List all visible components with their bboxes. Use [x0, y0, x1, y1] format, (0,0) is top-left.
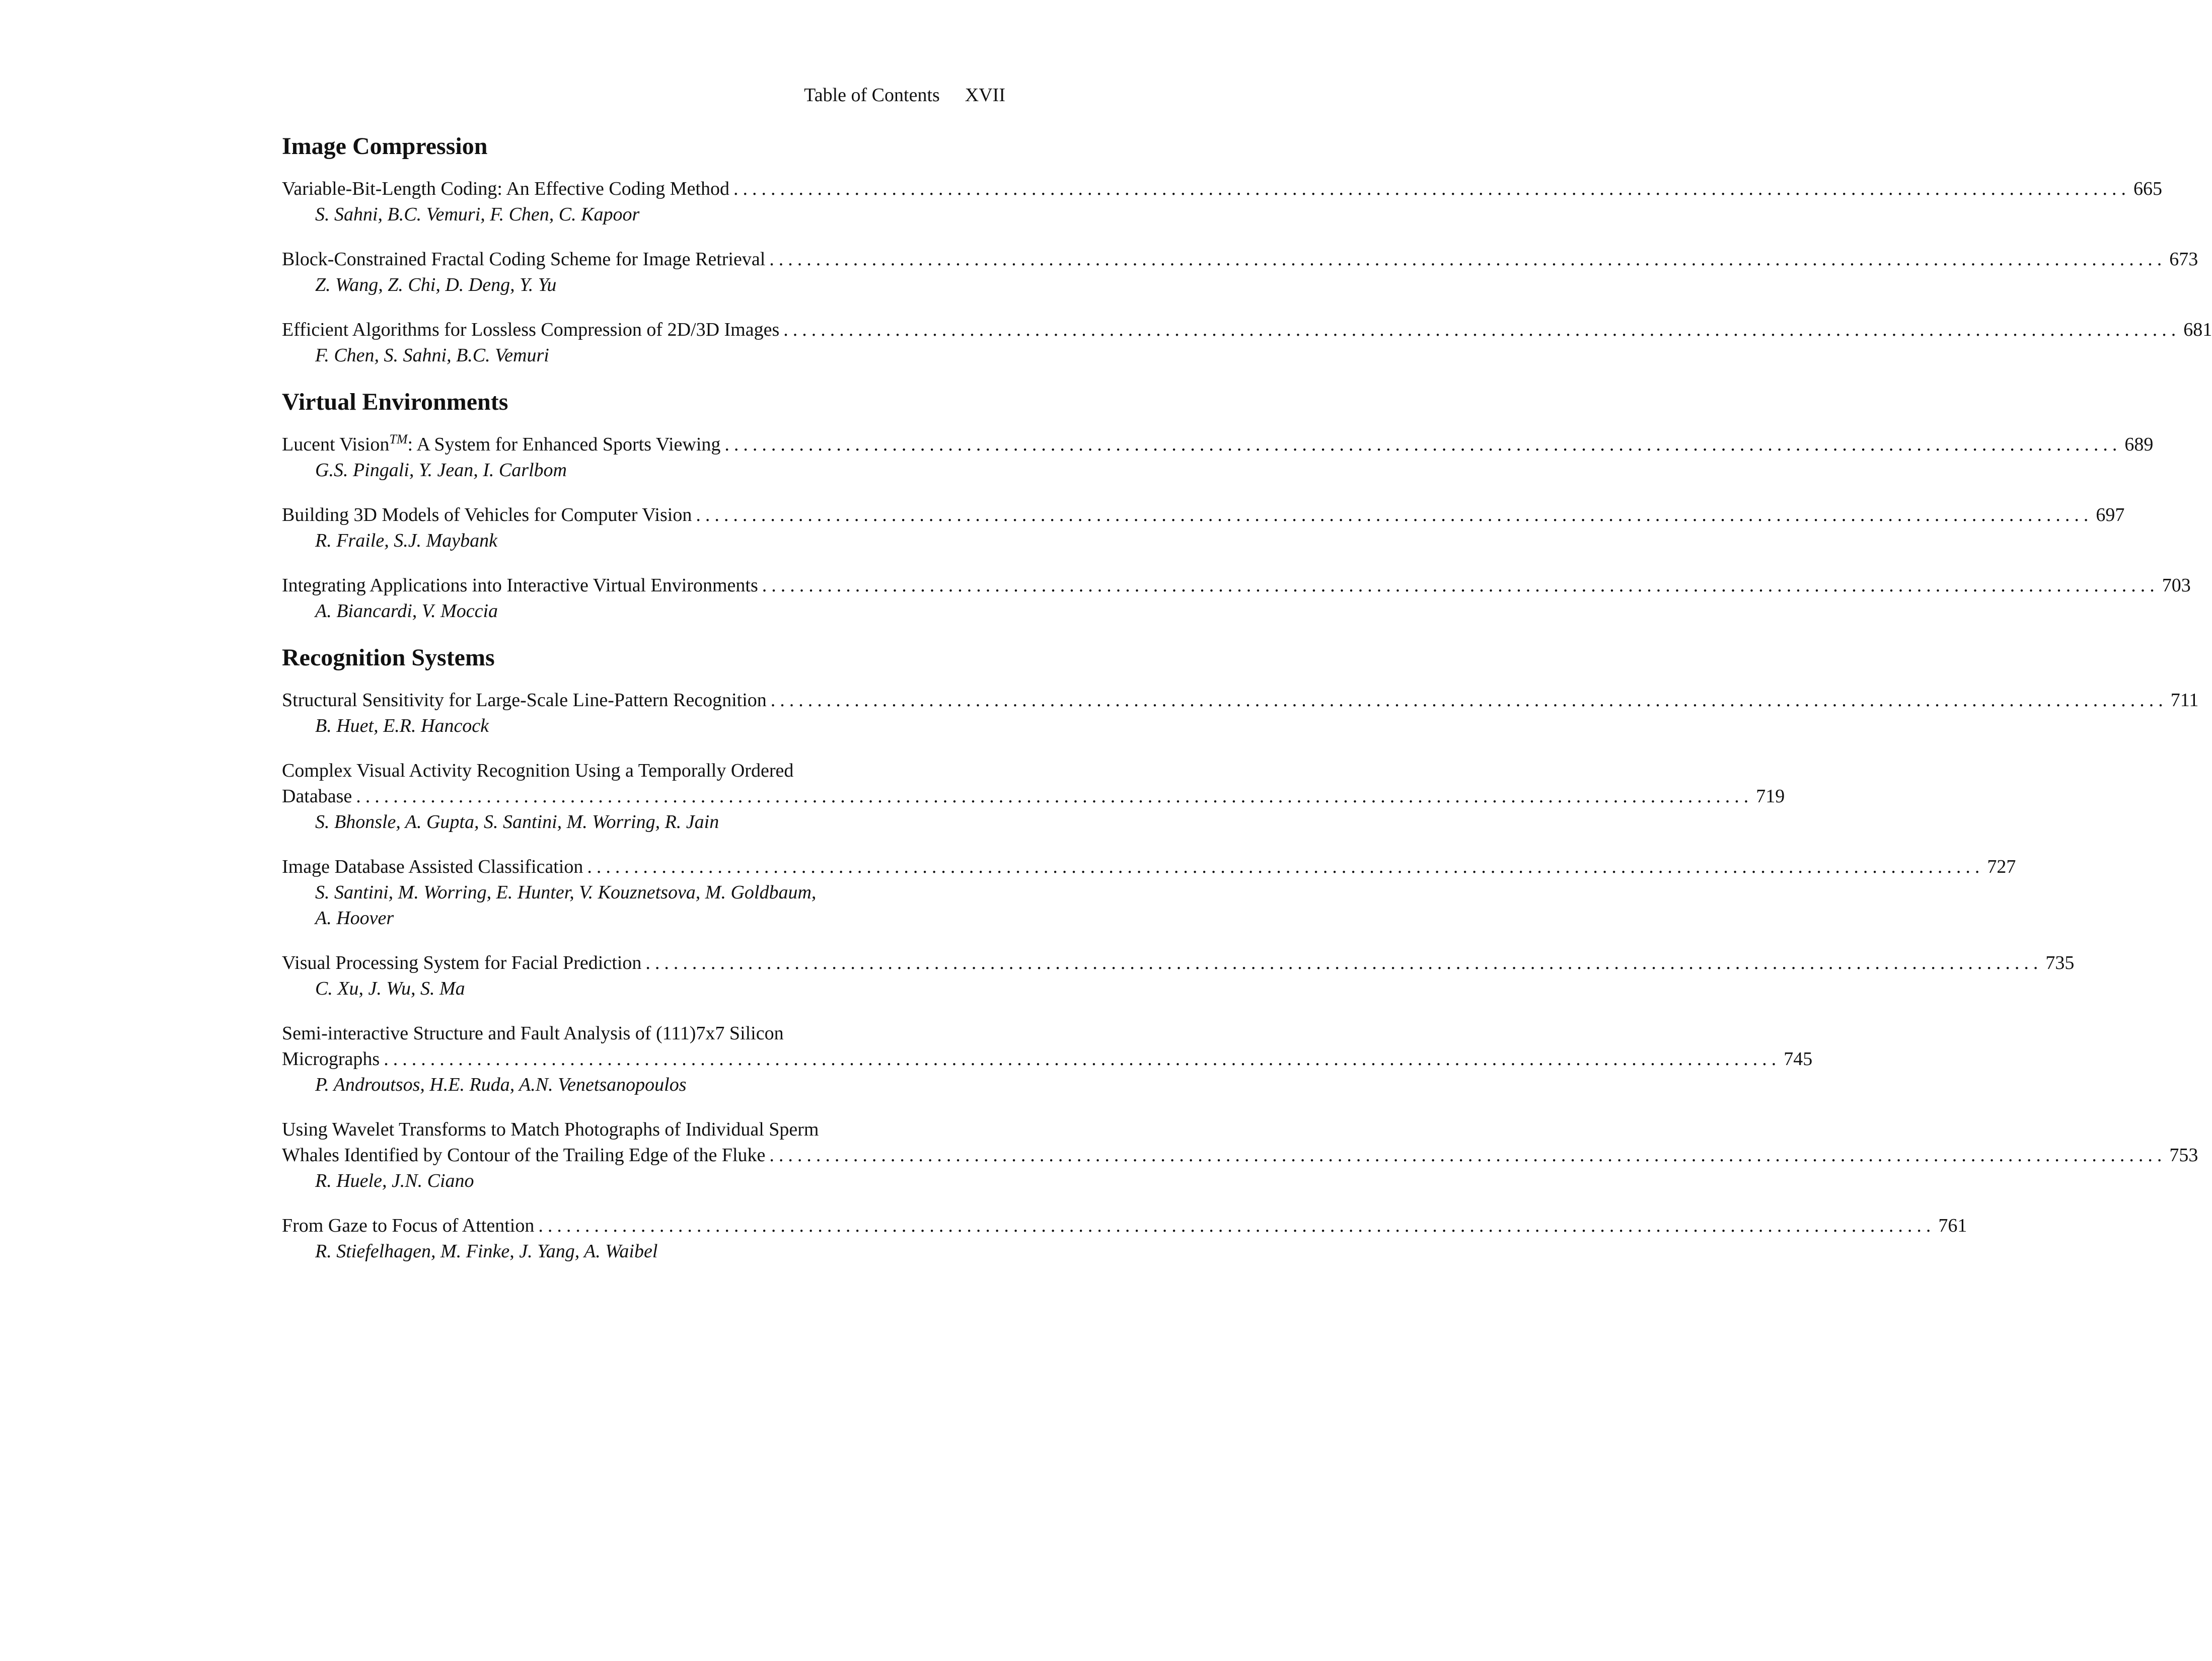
entry-authors: A. Biancardi, V. Moccia: [315, 600, 498, 622]
entry-title-line: [282, 784, 1785, 809]
dot-leader: ......................................................................................................................................................: [762, 575, 2159, 596]
entry-page-number: 681: [2183, 319, 2212, 340]
section-image-compression: [282, 132, 2212, 368]
entry-title-line: [282, 432, 2154, 458]
entry-title-line: [282, 950, 2075, 976]
entry-page-number: 761: [1938, 1215, 1967, 1236]
entry-page-number: 703: [2162, 575, 2191, 596]
entry-title: Visual Processing System for Facial Prediction: [282, 952, 642, 973]
trademark-superscript: TM: [389, 432, 408, 446]
entry-authors: P. Androutsos, H.E. Ruda, A.N. Venetsanopoulos: [315, 1074, 687, 1095]
entry-title-line-2: Micrographs: [282, 1048, 380, 1070]
entry-authors: R. Huele, J.N. Ciano: [315, 1170, 474, 1191]
entry-page-number: 735: [2045, 952, 2075, 973]
toc-entry[interactable]: [282, 1021, 1813, 1098]
entry-authors: G.S. Pingali, Y. Jean, I. Carlbom: [315, 460, 567, 481]
entry-page-number: 727: [1987, 856, 2016, 877]
entry-authors: F. Chen, S. Sahni, B.C. Vemuri: [315, 345, 549, 366]
toc-entry[interactable]: [282, 573, 2191, 624]
entry-title-line: [282, 573, 2191, 598]
toc-entry[interactable]: [282, 1213, 1967, 1264]
toc-entry[interactable]: [282, 854, 2016, 931]
entry-title: Building 3D Models of Vehicles for Computer Vision: [282, 504, 692, 525]
table-of-contents: [282, 132, 2212, 1284]
toc-entry[interactable]: [282, 688, 2199, 739]
toc-entry[interactable]: [282, 432, 2154, 483]
entry-title-line: [282, 247, 2198, 272]
dot-leader: ......................................................................................................................................................: [384, 1048, 1781, 1070]
entry-authors-line-2: A. Hoover: [315, 908, 394, 929]
entry-title-line-1: Semi-interactive Structure and Fault Analysis of (111)7x7 Silicon: [282, 1023, 784, 1044]
entry-title-line: [282, 854, 2016, 880]
entry-title: Efficient Algorithms for Lossless Compression of 2D/3D Images: [282, 319, 780, 340]
entry-title-main: Lucent Vision: [282, 434, 390, 455]
entry-authors-line-1: S. Santini, M. Worring, E. Hunter, V. Kouznetsova, M. Goldbaum,: [315, 882, 817, 903]
entry-title: From Gaze to Focus of Attention: [282, 1215, 535, 1236]
dot-leader: ......................................................................................................................................................: [538, 1215, 1936, 1236]
running-title: Table of Contents: [804, 85, 940, 106]
entry-page-number: 665: [2133, 178, 2162, 199]
dot-leader: ......................................................................................................................................................: [783, 319, 2181, 340]
dot-leader: ......................................................................................................................................................: [724, 434, 2122, 455]
entry-page-number: 745: [1784, 1048, 1813, 1070]
entry-authors: R. Stiefelhagen, M. Finke, J. Yang, A. Waibel: [315, 1241, 658, 1262]
entry-authors: C. Xu, J. Wu, S. Ma: [315, 978, 465, 999]
header-page-number: XVII: [965, 85, 1005, 106]
dot-leader: ......................................................................................................................................................: [770, 690, 2168, 711]
entry-title: Variable-Bit-Length Coding: An Effective Coding Method: [282, 178, 729, 199]
toc-entry[interactable]: [282, 317, 2212, 368]
entry-title-rest: : A System for Enhanced Sports Viewing: [407, 434, 721, 455]
toc-entry[interactable]: [282, 1117, 2198, 1194]
dot-leader: ......................................................................................................................................................: [769, 1145, 2167, 1166]
section-title: Image Compression: [282, 133, 488, 160]
dot-leader: ......................................................................................................................................................: [645, 952, 2043, 973]
entry-title-line: [282, 1046, 1813, 1072]
toc-entry[interactable]: [282, 758, 1785, 835]
section-title: Virtual Environments: [282, 389, 508, 415]
entry-title: [282, 432, 720, 458]
toc-entry[interactable]: [282, 247, 2198, 298]
entry-title-line: [282, 1143, 2198, 1168]
entry-title-line: [282, 1213, 1967, 1239]
entry-title-line: [282, 502, 2125, 528]
entry-page-number: 719: [1756, 786, 1785, 807]
entry-title-line-1: Using Wavelet Transforms to Match Photographs of Individual Sperm: [282, 1119, 819, 1140]
running-header: [282, 84, 1005, 106]
entry-page-number: 753: [2169, 1145, 2198, 1166]
section-virtual-environments: [282, 388, 2191, 624]
entry-title: Image Database Assisted Classification: [282, 856, 583, 877]
dot-leader: ......................................................................................................................................................: [356, 786, 1753, 807]
dot-leader: ......................................................................................................................................................: [733, 178, 2130, 199]
toc-entry[interactable]: [282, 950, 2075, 1002]
entry-title-line-2: Whales Identified by Contour of the Trailing Edge of the Fluke: [282, 1145, 766, 1166]
toc-entry[interactable]: [282, 502, 2125, 554]
entry-authors: R. Fraile, S.J. Maybank: [315, 530, 497, 551]
entry-title-line-2: Database: [282, 786, 352, 807]
entry-title-line: [282, 317, 2212, 343]
entry-title-line-1: Complex Visual Activity Recognition Using a Temporally Ordered: [282, 760, 794, 781]
entry-title: Structural Sensitivity for Large-Scale Line-Pattern Recognition: [282, 690, 767, 711]
entry-authors: B. Huet, E.R. Hancock: [315, 715, 489, 736]
entry-page-number: 689: [2124, 434, 2154, 455]
entry-authors: Z. Wang, Z. Chi, D. Deng, Y. Yu: [315, 274, 557, 295]
toc-entry[interactable]: [282, 176, 2162, 228]
entry-title: Block-Constrained Fractal Coding Scheme for Image Retrieval: [282, 249, 766, 270]
entry-page-number: 697: [2096, 504, 2125, 525]
entry-title-line: [282, 176, 2162, 202]
entry-authors: S. Bhonsle, A. Gupta, S. Santini, M. Worring, R. Jain: [315, 811, 719, 833]
entry-title: Integrating Applications into Interactive Virtual Environments: [282, 575, 758, 596]
dot-leader: ......................................................................................................................................................: [769, 249, 2167, 270]
entry-page-number: 673: [2169, 249, 2198, 270]
entry-authors: S. Sahni, B.C. Vemuri, F. Chen, C. Kapoor: [315, 204, 640, 225]
section-title: Recognition Systems: [282, 644, 495, 671]
entry-page-number: 711: [2170, 690, 2199, 711]
dot-leader: ......................................................................................................................................................: [696, 504, 2093, 525]
dot-leader: ......................................................................................................................................................: [587, 856, 1984, 877]
section-recognition-systems: [282, 643, 2199, 1264]
entry-title-line: [282, 688, 2199, 713]
